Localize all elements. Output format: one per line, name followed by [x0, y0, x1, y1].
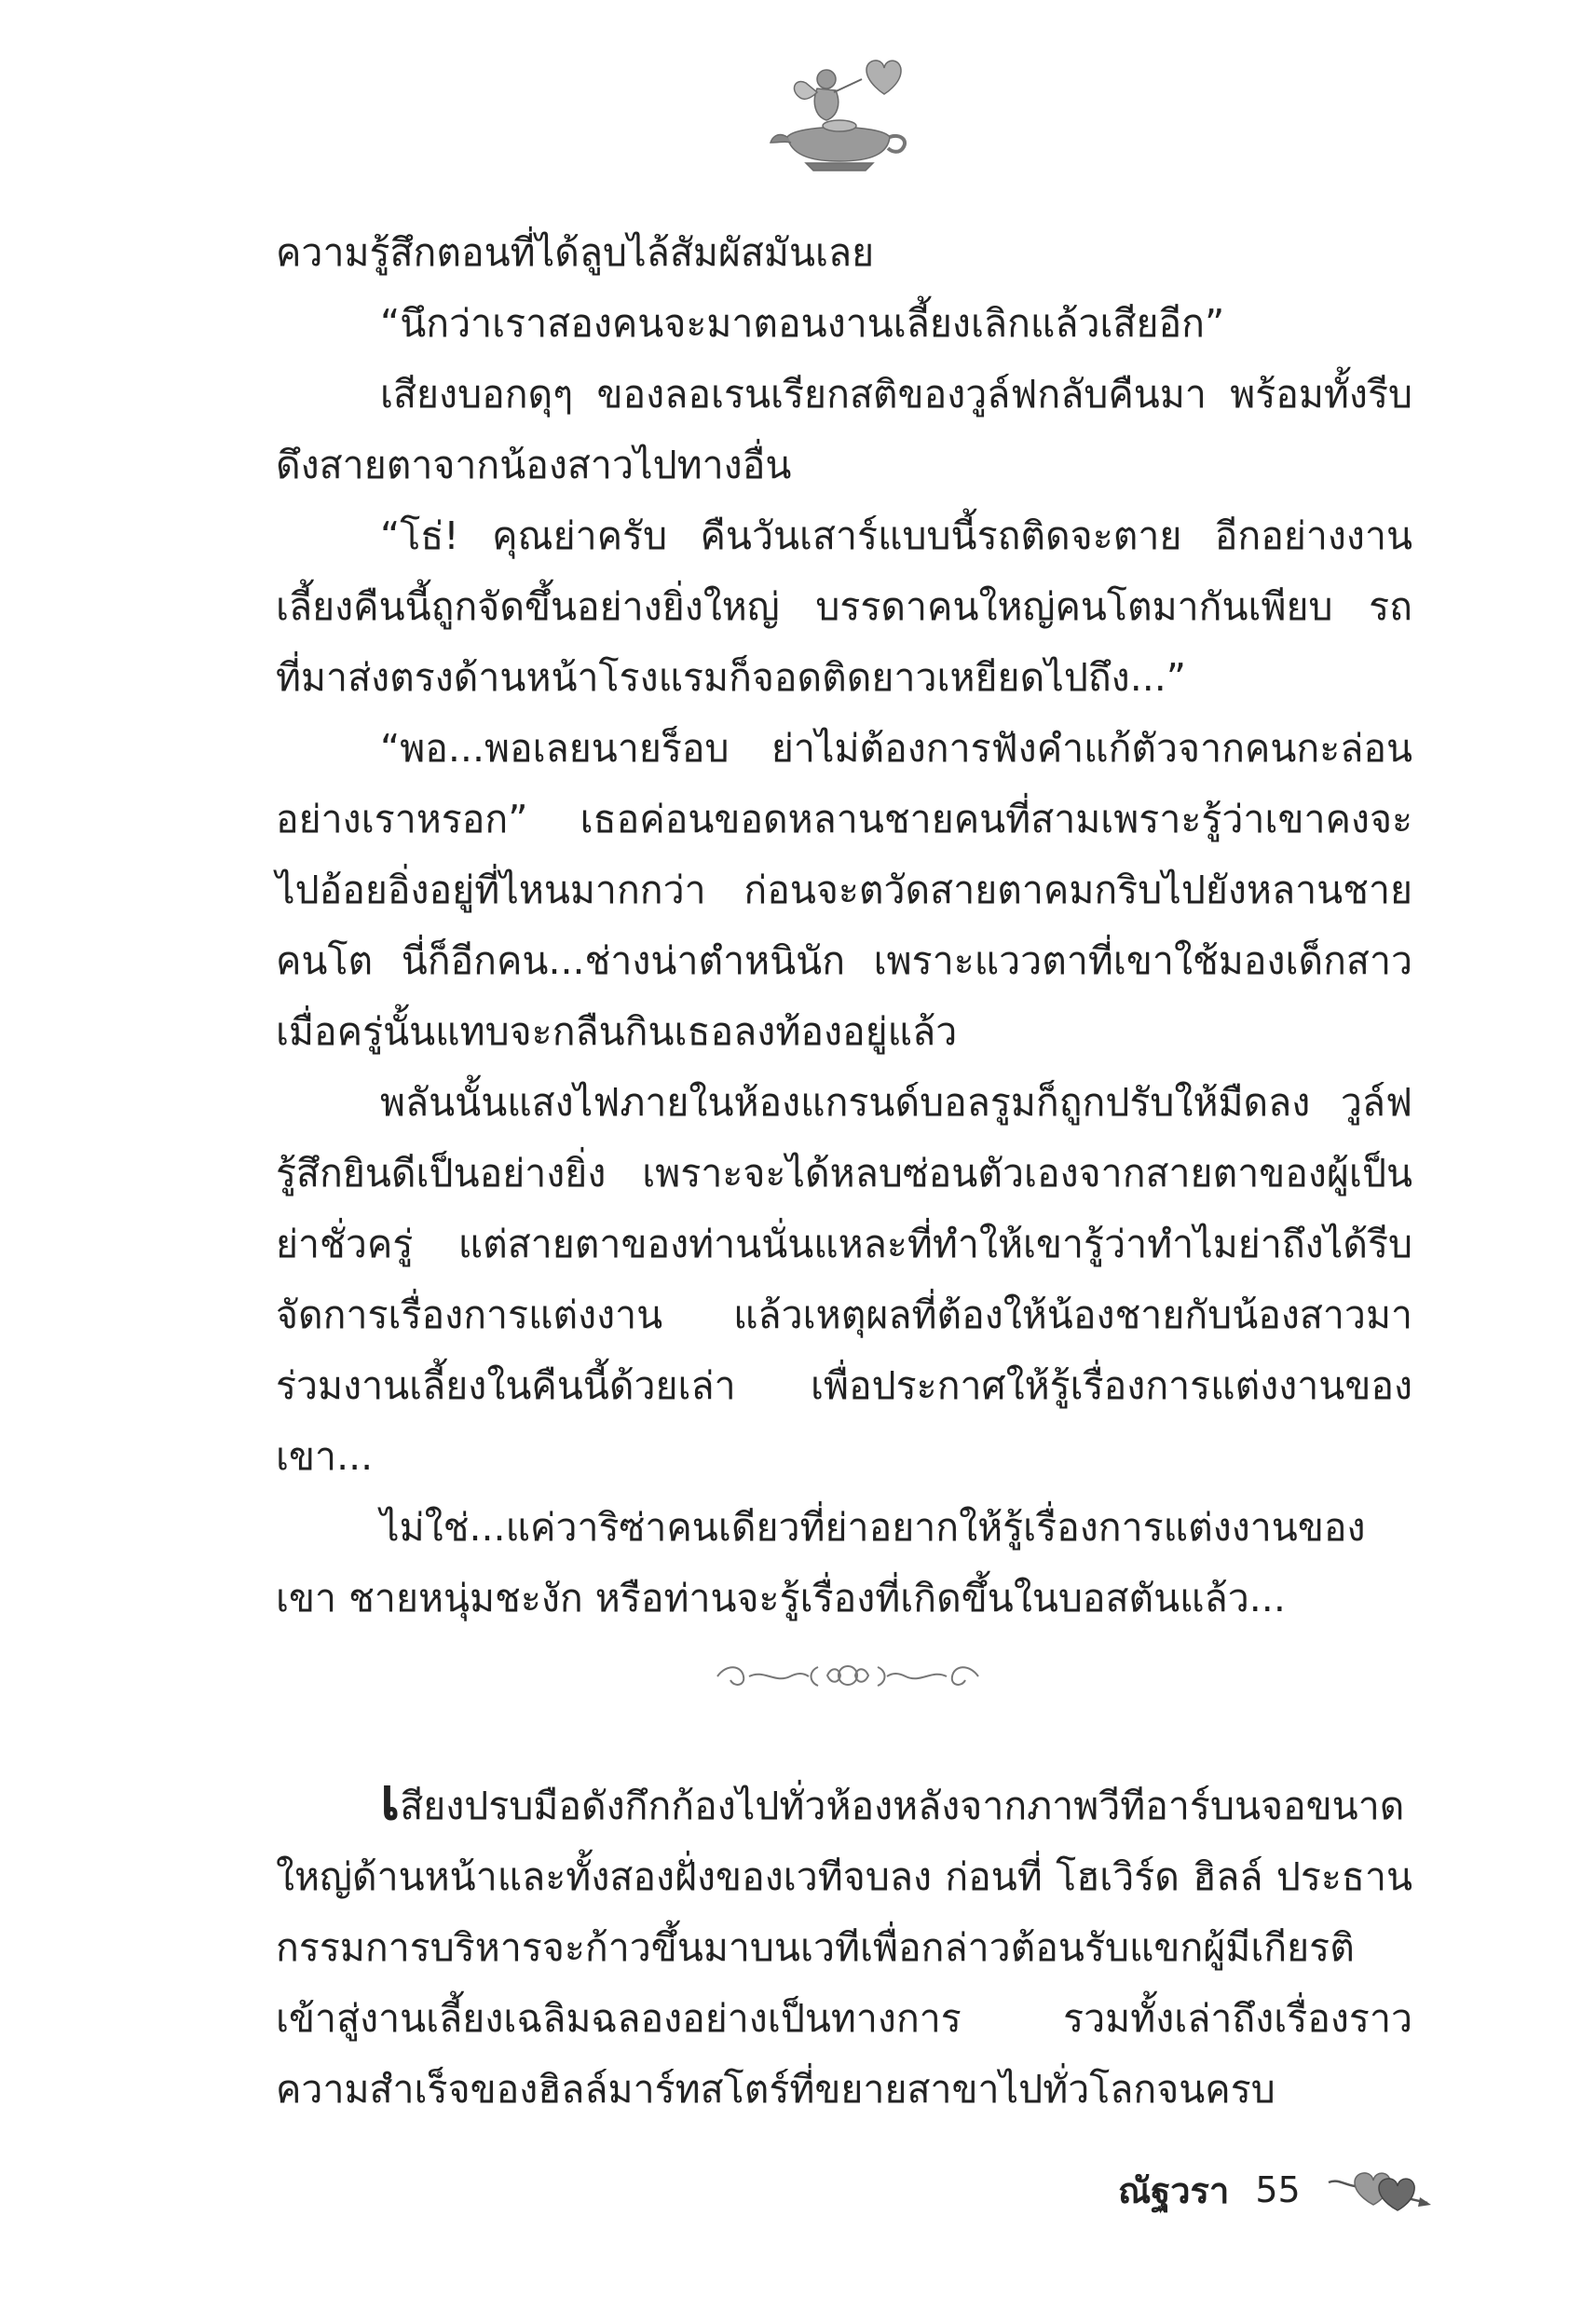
paragraph: ความรู้สึกตอนที่ได้ลูบไล้สัมผัสมันเลย: [276, 230, 875, 275]
paragraph: พลันนั้นแสงไฟภายในห้องแกรนด์บอลรูมก็ถูกปรับให้มืดลง วูล์ฟรู้สึกยินดีเป็นอย่างยิ่ง เพราะจะได้หลบซ่อนตัวเองจากสายตาของผู้เป็นย่าชั่วครู่ แต่สายตาของท่านนั่นแหละที่ทำให้เขารู้ว่าทำไมย่าถึงได้รีบจัดการเรื่องการแต่งงาน แล้วเหตุผลที่ต้องให้น้องชายกับน้องสาวมาร่วมงานเลี้ยงในคืนนี้ด้วยเล่า เพื่อประกาศให้รู้เรื่องการแต่งงานของเขา...: [276, 1080, 1412, 1479]
paragraph: ไม่ใช่...แค่วาริซ่าคนเดียวที่ย่าอยากให้รู้เรื่องการแต่งงานของเขา ชายหนุ่มชะงัก หรือท่านจะรู้เรื่องที่เกิดขึ้นในบอสตันแล้ว...: [276, 1505, 1366, 1620]
paragraph: “โธ่! คุณย่าครับ คืนวันเสาร์แบบนี้รถติดจะตาย อีกอย่างงานเลี้ยงคืนนี้ถูกจัดขึ้นอย่างยิ่งใหญ่ บรรดาคนใหญ่คนโตมากันเพียบ รถที่มาส่งตรงด้านหน้าโรงแรมก็จอดติดยาวเหยียดไปถึง...”: [276, 513, 1412, 700]
page-footer: [1118, 2162, 1434, 2218]
paragraph: “นึกว่าเราสองคนจะมาตอนงานเลี้ยงเลิกแล้วเสียอีก”: [380, 301, 1225, 346]
hearts-arrow-icon: [1327, 2162, 1434, 2218]
ornamental-divider-icon: [708, 1654, 988, 1697]
drop-cap: เ: [380, 1765, 401, 1833]
author-name: ณัฐวรา: [1118, 2169, 1230, 2211]
paragraph-text: สียงปรบมือดังกึกก้องไปทั่วห้องหลังจากภาพวีทีอาร์บนจอขนาดใหญ่ด้านหน้าและทั้งสองฝั่งของเวทีจบลง ก่อนที่ โฮเวิร์ด ฮิลล์ ประธานกรรมการบริหารจะก้าวขึ้นมาบนเวทีเพื่อกล่าวต้อนรับแขกผู้มีเกียรติเข้าสู่งานเลี้ยงเฉลิมฉลองอย่างเป็นทางการ รวมทั้งเล่าถึงเรื่องราวความสำเร็จของฮิลล์มาร์ทสโตร์ที่ขยายสาขาไปทั่วโลกจนครบ: [276, 1784, 1412, 2112]
paragraph: เสียงบอกดุๆ ของลอเรนเรียกสติของวูล์ฟกลับคืนมา พร้อมทั้งรีบดึงสายตาจากน้องสาวไปทางอื่น: [276, 372, 1412, 487]
top-text-block: [276, 217, 1412, 1634]
paragraph: [276, 1765, 1412, 2125]
cupid-teapot-icon: [769, 51, 918, 177]
paragraph: “พอ...พอเลยนายร็อบ ย่าไม่ต้องการฟังคำแก้ตัวจากคนกะล่อนอย่างเราหรอก” เธอค่อนขอดหลานชายคนที่สามเพราะรู้ว่าเขาคงจะไปอ้อยอิ่งอยู่ที่ไหนมากกว่า ก่อนจะตวัดสายตาคมกริบไปยังหลานชายคนโต นี่ก็อีกคน...ช่างน่าตำหนินัก เพราะแววตาที่เขาใช้มองเด็กสาวเมื่อครู่นั้นแทบจะกลืนกินเธอลงท้องอยู่แล้ว: [276, 726, 1412, 1054]
bottom-text-block: [276, 1765, 1412, 2125]
page-number: 55: [1255, 2169, 1301, 2210]
